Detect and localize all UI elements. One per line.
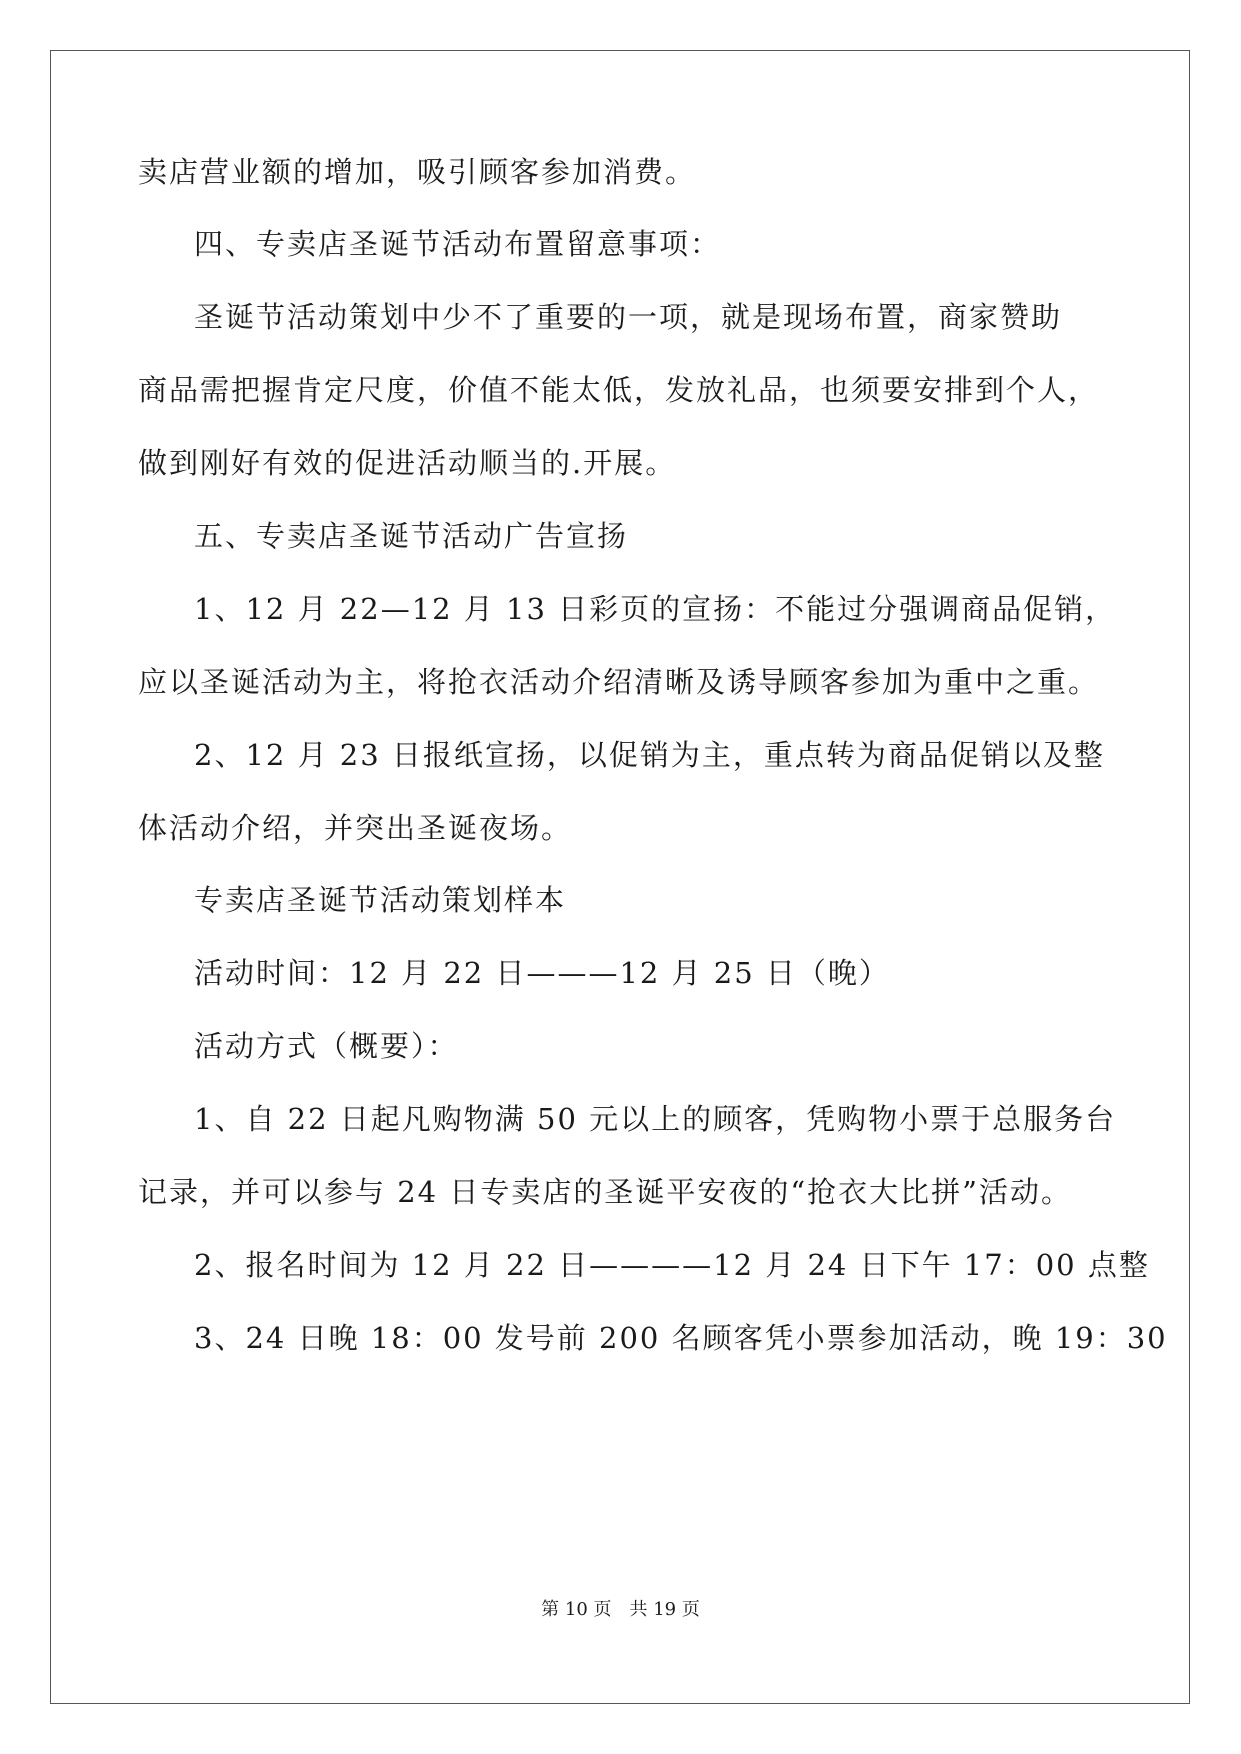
text-line: 3、24 日晚 18：00 发号前 200 名顾客凭小票参加活动，晚 19：30 xyxy=(194,1321,1168,1355)
section-heading: 四、专卖店圣诞节活动布置留意事项： xyxy=(194,227,722,261)
section-heading: 专卖店圣诞节活动策划样本 xyxy=(194,883,567,917)
section-heading: 五、专卖店圣诞节活动广告宣扬 xyxy=(194,519,629,553)
text-line: 体活动介绍，并突出圣诞夜场。 xyxy=(138,811,573,845)
text-line: 卖店营业额的增加，吸引顾客参加消费。 xyxy=(138,155,697,189)
text-line: 活动时间：12 月 22 日———12 月 25 日（晚） xyxy=(194,956,890,990)
text-line: 记录，并可以参与 24 日专卖店的圣诞平安夜的“抢衣大比拼”活动。 xyxy=(138,1175,1072,1209)
text-line: 1、12 月 22—12 月 13 日彩页的宣扬：不能过分强调商品促销， xyxy=(194,592,1117,626)
text-line: 1、自 22 日起凡购物满 50 元以上的顾客，凭购物小票于总服务台 xyxy=(194,1102,1117,1136)
text-line: 应以圣诞活动为主，将抢衣活动介绍清晰及诱导顾客参加为重中之重。 xyxy=(138,665,1100,699)
text-line: 2、报名时间为 12 月 22 日————12 月 24 日下午 17：00 点整 xyxy=(194,1248,1150,1282)
text-line: 圣诞节活动策划中少不了重要的一项，就是现场布置，商家赞助 xyxy=(194,300,1063,334)
text-line: 做到刚好有效的促进活动顺当的.开展。 xyxy=(138,446,677,480)
text-line: 活动方式（概要）： xyxy=(194,1029,459,1063)
page-number-footer: 第 10 页 共 19 页 xyxy=(541,1599,700,1620)
text-line: 商品需把握肯定尺度，价值不能太低，发放礼品，也须要安排到个人， xyxy=(138,373,1100,407)
text-line: 2、12 月 23 日报纸宣扬，以促销为主，重点转为商品促销以及整 xyxy=(194,738,1105,772)
